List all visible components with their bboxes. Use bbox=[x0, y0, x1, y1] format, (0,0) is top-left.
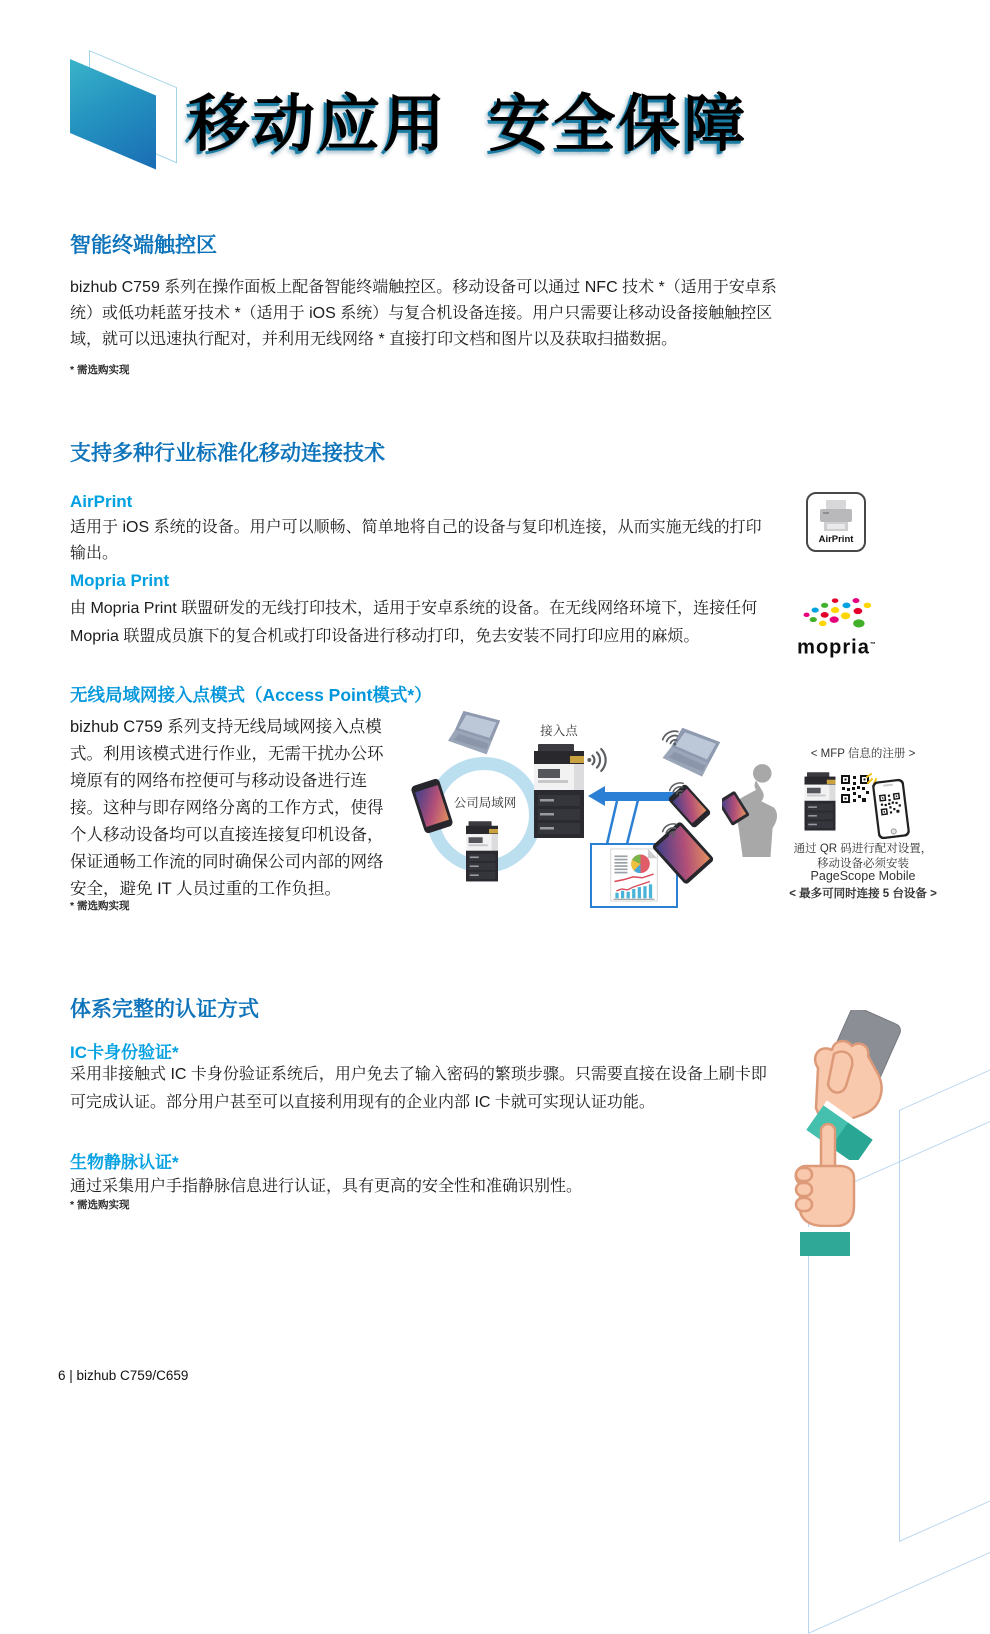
mopria-body: 由 Mopria Print 联盟研发的无线打印技术，适用于安卓系统的设备。在无线网络环境下，连接任何 Mopria 联盟成员旗下的复合机或打印设备进行移动打印，免去安装不同打印应用的麻烦。 bbox=[70, 600, 758, 645]
qr-panel-title: < MFP 信息的注册 > bbox=[810, 748, 916, 760]
access-point-label: 接入点 bbox=[540, 724, 578, 738]
airprint-logo-label: AirPrint bbox=[818, 534, 854, 545]
page-footer: 6 | bizhub C759/C659 bbox=[58, 1368, 189, 1383]
mopria-tm: ™ bbox=[869, 642, 877, 648]
pointing-hand-illustration bbox=[790, 1122, 862, 1272]
standards-heading: 支持多种行业标准化移动连接技术 bbox=[70, 442, 385, 465]
lan-label: 公司局域网 bbox=[453, 796, 517, 810]
mfp-access-point-icon bbox=[531, 742, 587, 842]
airprint-logo bbox=[806, 492, 866, 552]
touch-area-heading: 智能终端触控区 bbox=[70, 234, 217, 257]
mopria-heading: Mopria Print bbox=[70, 571, 170, 590]
access-point-heading: 无线局域网接入点模式（Access Point模式*） bbox=[70, 685, 432, 705]
mfp-icon bbox=[803, 771, 837, 833]
callout-lines bbox=[598, 799, 650, 847]
person-illustration bbox=[722, 762, 786, 857]
mopria-wordmark: mopria™ bbox=[797, 636, 877, 659]
vein-body: 通过采集用户手指静脉信息进行认证，具有更高的安全性和准确识别性。 bbox=[70, 1178, 583, 1195]
ic-card-body: 采用非接触式 IC 卡身份验证系统后，用户免去了输入密码的繁琐步骤。只需要直接在设备上刷卡即可完成认证。部分用户甚至可以直接利用现有的企业内部 IC 卡就可实现认证功能。 bbox=[70, 1066, 767, 1111]
qr-panel-line1: 通过 QR 码进行配对设置， bbox=[793, 843, 933, 855]
mfp-small-icon bbox=[464, 820, 500, 884]
laptop-icon bbox=[448, 710, 506, 760]
phone-qr-icon bbox=[872, 778, 911, 839]
auth-heading: 体系完整的认证方式 bbox=[70, 998, 259, 1021]
vein-heading: 生物静脉认证* bbox=[70, 1153, 179, 1172]
access-point-body: bizhub C759 系列支持无线局域网接入点模式。利用该模式进行作业，无需干扰办公环境原有的网络布控便可与移动设备进行连接。这种与即存网络分离的工作方式，使得个人移动设备均可以直接连接复印机设备，保证通畅工作流的同时确保公司内部的网络安全，避免 IT 人员过重的工作负担。 bbox=[70, 718, 384, 898]
touch-area-footnote: * 需选购实现 bbox=[70, 364, 130, 376]
ic-card-heading: IC卡身份验证* bbox=[70, 1043, 179, 1062]
airprint-body: 适用于 iOS 系统的设备。用户可以顺畅、简单地将自己的设备与复印机连接，从而实施无线的打印输出。 bbox=[70, 519, 762, 562]
vein-footnote: * 需选购实现 bbox=[70, 1199, 130, 1211]
qr-panel-note: < 最多可同时连接 5 台设备 > bbox=[789, 888, 937, 900]
printer-icon bbox=[814, 499, 858, 533]
touch-area-body: bizhub C759 系列在操作面板上配备智能终端触控区。移动设备可以通过 NFC 技术 *（适用于安卓系统）或低功耗蓝牙技术 *（适用于 iOS 系统）与复合机设备连接。用户只需要让移动设备接触触控区域，就可以迅速执行配对，并利用无线网络 * 直接打印文档和图片以及获取扫描数据。 bbox=[70, 279, 777, 348]
wifi-icon bbox=[586, 748, 610, 772]
page-title: 移动应用 安全保障 bbox=[188, 90, 749, 159]
airprint-heading: AirPrint bbox=[70, 492, 133, 511]
qr-panel-line3: PageScope Mobile bbox=[810, 869, 916, 883]
qr-panel-line2: 移动设备必须安装 bbox=[817, 858, 909, 870]
mopria-logo bbox=[795, 593, 879, 657]
access-point-footnote: * 需选购实现 bbox=[70, 900, 130, 912]
chart-document-icon bbox=[608, 848, 660, 902]
mopria-dots-icon bbox=[797, 593, 877, 631]
